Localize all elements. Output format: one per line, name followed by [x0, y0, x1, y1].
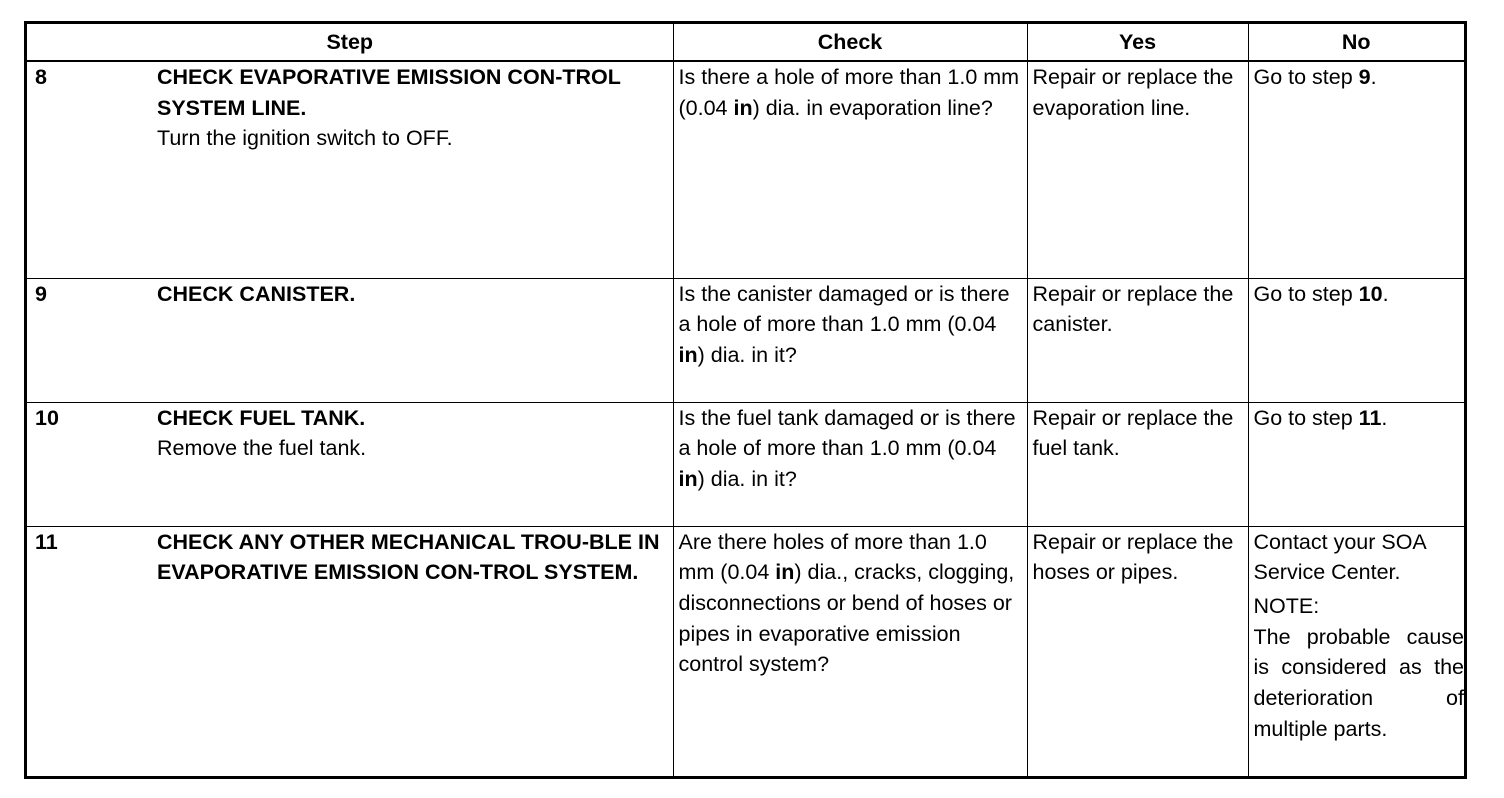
step-title: CHECK EVAPORATIVE EMISSION CON-TROL SYSTEM LINE.	[157, 65, 621, 120]
note-label: NOTE:	[1253, 593, 1320, 618]
no-text: Go to step	[1253, 405, 1359, 430]
step-description: Remove the fuel tank.	[157, 436, 367, 461]
check-text: Are there holes of more than 1.0 mm (0.04	[678, 529, 987, 585]
yes-cell: Repair or replace the hoses or pipes.	[1027, 526, 1248, 776]
header-row	[27, 24, 1464, 61]
step-cell	[27, 402, 673, 526]
check-text: Is the canister damaged or is there a hole of more than 1.0 mm (0.04	[678, 281, 1010, 337]
step-title: CHECK FUEL TANK.	[157, 405, 366, 430]
no-text-end: .	[1382, 281, 1389, 306]
no-cell	[1248, 278, 1464, 402]
table-row	[27, 402, 1464, 526]
diagnostic-table	[27, 24, 1464, 776]
yes-cell: Repair or replace the fuel tank.	[1027, 402, 1248, 526]
check-text-end: ) dia. in it?	[697, 466, 797, 491]
header-check: Check	[673, 24, 1027, 61]
no-step-ref: 9	[1358, 65, 1371, 89]
note-body: The probable cause is considered as the deterioration of multiple parts.	[1253, 624, 1464, 741]
no-cell	[1248, 61, 1464, 278]
yes-cell: Repair or replace the canister.	[1027, 278, 1248, 402]
no-step-ref: 10	[1358, 281, 1383, 306]
check-text-end: ) dia. in it?	[697, 342, 797, 367]
diagnostic-table-frame	[24, 21, 1467, 779]
check-text-end: ) dia. in evaporation line?	[752, 95, 993, 120]
check-cell	[673, 402, 1027, 526]
header-yes: Yes	[1027, 24, 1248, 61]
no-contact-text: Contact your SOA Service Center.	[1253, 529, 1426, 585]
header-step: Step	[27, 24, 673, 61]
step-cell	[27, 526, 673, 776]
step-description: Turn the ignition switch to OFF.	[157, 126, 453, 151]
check-unit: in	[678, 466, 698, 491]
step-title: CHECK CANISTER.	[157, 281, 356, 306]
check-cell	[673, 526, 1027, 776]
check-text: Is the fuel tank damaged or is there a hole of more than 1.0 mm (0.04	[678, 405, 1016, 461]
step-number: 11	[35, 529, 58, 554]
no-cell	[1248, 402, 1464, 526]
check-text: Is there a hole of more than 1.0 mm (0.04	[678, 65, 1020, 120]
check-unit: in	[678, 342, 698, 367]
step-title: CHECK ANY OTHER MECHANICAL TROU-BLE IN EVAPORATIVE EMISSION CON-TROL SYSTEM.	[157, 529, 660, 585]
table-row	[27, 526, 1464, 776]
step-number: 8	[35, 65, 47, 89]
no-text-end: .	[1381, 405, 1388, 430]
check-cell	[673, 278, 1027, 402]
check-text-end: ) dia., cracks, clogging, disconnections or bend of hoses or pipes in evaporative emission control system?	[678, 560, 1015, 677]
step-number: 10	[35, 405, 59, 430]
no-cell	[1248, 526, 1464, 776]
step-cell	[27, 278, 673, 402]
table-row	[27, 61, 1464, 278]
no-text: Go to step	[1253, 65, 1359, 89]
no-text: Go to step	[1253, 281, 1359, 306]
step-number: 9	[35, 281, 47, 306]
check-cell	[673, 61, 1027, 278]
table-row	[27, 278, 1464, 402]
check-unit: in	[775, 560, 795, 585]
header-no: No	[1248, 24, 1464, 61]
no-text-end: .	[1370, 65, 1377, 89]
yes-cell: Repair or replace the evaporation line.	[1027, 61, 1248, 278]
no-step-ref: 11	[1358, 405, 1382, 430]
check-unit: in	[733, 95, 753, 120]
step-cell	[27, 61, 673, 278]
